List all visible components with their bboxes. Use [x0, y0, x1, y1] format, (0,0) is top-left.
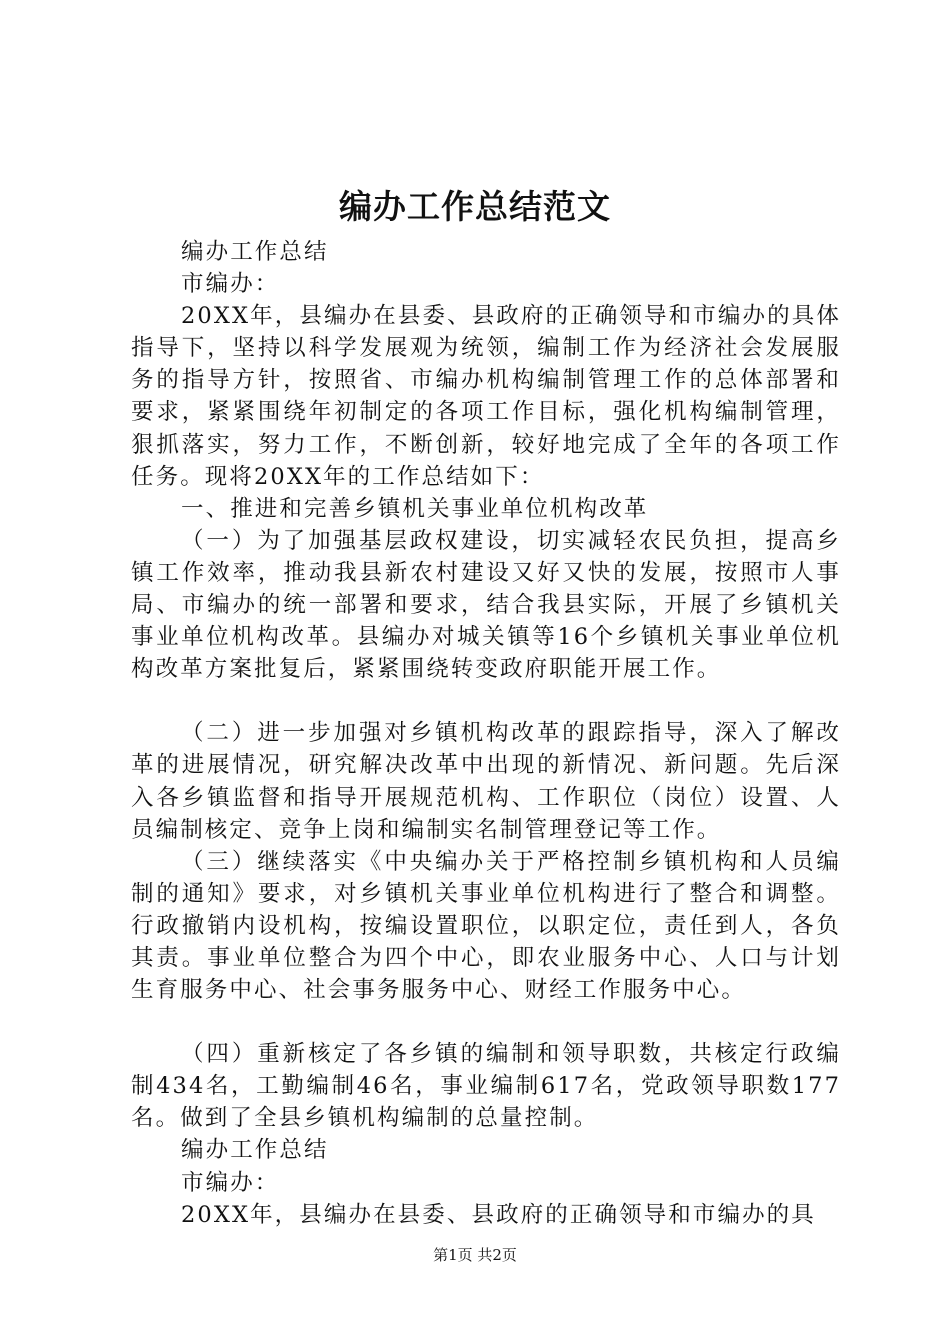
paragraph-item-1: （一）为了加强基层政权建设，切实减轻农民负担，提高乡镇工作效率，推动我县新农村建设又好又快的发展，按照市人事局、市编办的统一部署和要求，结合我县实际，开展了乡镇机关事业单位机构改革。县编办对城关镇等16个乡镇机关事业单位机构改革方案批复后，紧紧围绕转变政府职能开展工作。 [131, 527, 841, 683]
paragraph-item-2: （二）进一步加强对乡镇机构改革的跟踪指导，深入了解改革的进展情况，研究解决改革中出现的新情况、新问题。先后深入各乡镇监督和指导开展规范机构、工作职位（岗位）设置、人员编制核定、竞争上岗和编制实名制管理登记等工作。 [131, 720, 841, 843]
paragraph-salutation: 市编办： [181, 271, 280, 298]
paragraph-intro-repeat: 20XX年，县编办在县委、县政府的正确领导和市编办的具 [181, 1201, 816, 1228]
paragraph-intro: 20XX年，县编办在县委、县政府的正确领导和市编办的具体指导下，坚持以科学发展观为统领，编制工作为经济社会发展服务的指导方针，按照省、市编办机构编制管理工作的总体部署和要求，紧紧围绕年初制定的各项工作目标，强化机构编制管理，狠抓落实，努力工作，不断创新，较好地完成了全年的各项工作任务。现将20XX年的工作总结如下： [131, 303, 841, 490]
paragraph-heading: 编办工作总结 [181, 239, 329, 265]
paragraph-salutation-repeat: 市编办： [181, 1169, 280, 1196]
page-footer: 第1页 共2页 [433, 1246, 517, 1264]
document-body [131, 236, 841, 1231]
paragraph-item-3: （三）继续落实《中央编办关于严格控制乡镇机构和人员编制的通知》要求，对乡镇机关事业单位机构进行了整合和调整。行政撤销内设机构，按编设置职位，以职定位，责任到人，各负其责。事业单位整合为四个中心，即农业服务中心、人口与计划生育服务中心、社会事务服务中心、财经工作服务中心。 [131, 848, 841, 1004]
paragraph-heading-repeat: 编办工作总结 [181, 1137, 329, 1164]
paragraph-section-heading: 一、推进和完善乡镇机关事业单位机构改革 [181, 495, 649, 522]
document-title: 编办工作总结范文 [339, 187, 611, 226]
paragraph-item-4: （四）重新核定了各乡镇的编制和领导职数，共核定行政编制434名，工勤编制46名，事业编制617名，党政领导职数177名。做到了全县乡镇机构编制的总量控制。 [131, 1041, 841, 1132]
